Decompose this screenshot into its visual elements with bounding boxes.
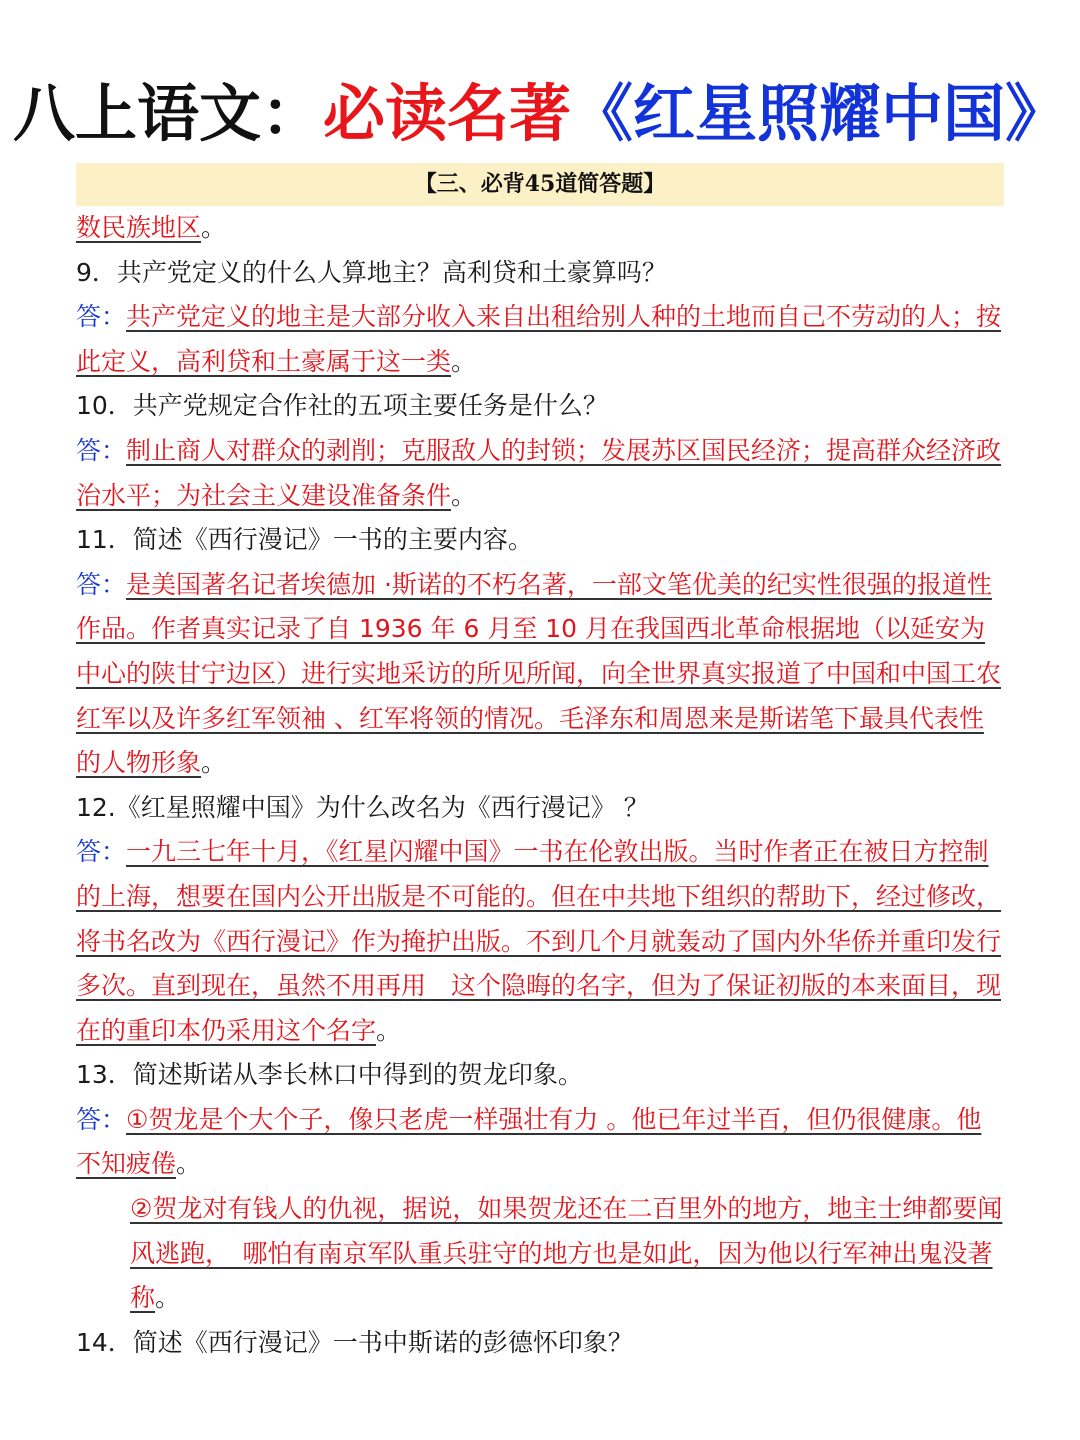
answer-text: 是美国著名记者埃德加 ·斯诺的不朽名著，一部文笔优美的纪实性很强的报道性作品。作者真实记录了自 1936 年 6 月至 10 月在我国西北革命根据地（以延安为中心的陕甘宁边区）进行实地采访的所见所闻，向全世界真实报道了中国和中国工农红军以及许多红军领袖 、红军将领的情况。毛泽东和周恩来是斯诺笔下最具代表性的人物形象: [76, 569, 1002, 778]
question-9: 9．共产党定义的什么人算地主？高利贷和土豪算吗？: [76, 257, 667, 287]
qa-content: [76, 206, 1006, 1365]
question-10: 10．共产党规定合作社的五项主要任务是什么？: [76, 391, 608, 421]
period: 。: [201, 213, 227, 242]
answer-text: 共产党定义的地主是大部分收入来自出租给别人种的土地而自己不劳动的人；按此定义，高利贷和土豪属于这一类: [76, 302, 1002, 376]
answer-12: [76, 830, 1006, 1053]
answer-label: 答：: [76, 435, 127, 465]
answer-text: ①贺龙是个大个子，像只老虎一样强壮有力 。他已年过半百，但仍很健康。他不知疲倦: [76, 1104, 982, 1179]
answer-text: 制止商人对群众的剥削；克服敌人的封锁；发展苏区国民经济；提高群众经济政治水平；为社会主义建设准备条件: [76, 435, 1002, 510]
answer-text: 一九三七年十月，《红星闪耀中国》一书在伦敦出版。当时作者正在被日方控制的上海，想要在国内公开出版是不可能的。但在中共地下组织的帮助下，经过修改，将书名改为《西行漫记》作为掩护出版。不到几个月就轰动了国内外华侨并重印发行多次。直到现在，虽然不用再用 这个隐晦的名字，但为了保证初版的本来面目，现在的重印本仍采用这个名字: [76, 837, 1002, 1045]
answer-10: [76, 429, 1006, 518]
answer-label: 答：: [76, 1104, 127, 1134]
period: 。: [376, 1015, 402, 1045]
period: 。: [176, 1149, 202, 1179]
section-header: 【三、必背45道简答题】: [76, 163, 1004, 206]
page-title: [0, 72, 1080, 156]
period: 。: [155, 1283, 181, 1313]
answer-13-part-2: [76, 1187, 1006, 1321]
title-subject: 八上语文：: [12, 77, 323, 150]
answer-13-part-1: [76, 1098, 1006, 1187]
answer-label: 答：: [76, 569, 127, 599]
title-category: 必读名著: [322, 77, 571, 150]
answer-label: 答：: [76, 302, 127, 332]
period: 。: [201, 748, 227, 778]
previous-answer-tail: [76, 206, 1006, 251]
question-14: 14．简述《西行漫记》一书中斯诺的彭德怀印象？: [76, 1327, 633, 1357]
question-13: 13．简述斯诺从李长林口中得到的贺龙印象。: [76, 1060, 583, 1090]
answer-9: [76, 295, 1006, 384]
period: 。: [451, 480, 477, 510]
question-11: 11．简述《西行漫记》一书的主要内容。: [76, 525, 533, 555]
answer-text: 数民族地区: [76, 213, 202, 242]
period: 。: [451, 346, 477, 376]
answer-text: ②贺龙对有钱人的仇视，据说，如果贺龙还在二百里外的地方，地主士绅都要闻风逃跑， 哪怕有南京军队重兵驻守的地方也是如此，因为他以行军神出鬼没著称: [130, 1194, 1003, 1313]
answer-11: [76, 563, 1006, 786]
title-book: 《红星照耀中国》: [571, 77, 1068, 150]
question-12: 12.《红星照耀中国》为什么改名为《西行漫记》 ？: [76, 792, 649, 822]
answer-label: 答：: [76, 837, 127, 867]
